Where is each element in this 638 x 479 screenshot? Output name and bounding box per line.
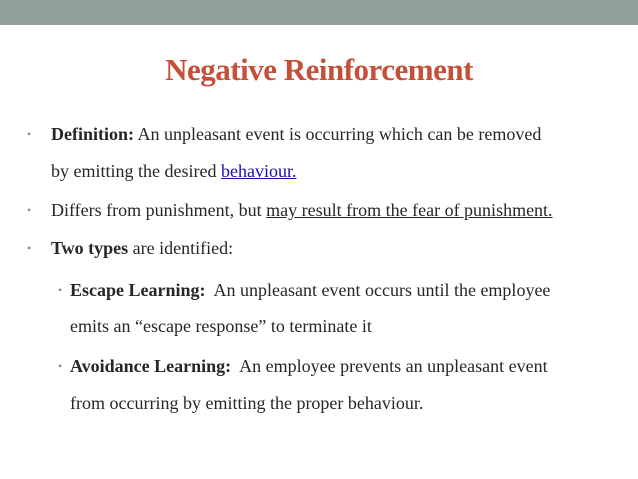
definition-text-cont: by emitting the desired [51, 161, 221, 181]
sub-item-avoidance-cont: from occurring by emitting the proper behaviour. [70, 393, 424, 413]
list-item-differs [51, 199, 553, 221]
behaviour-link[interactable]: behaviour. [220, 161, 297, 181]
sub-bullet-icon: • [58, 283, 63, 297]
sub-item-escape [70, 279, 550, 301]
list-item-definition-cont [51, 160, 296, 182]
definition-text: An unpleasant event is occurring which can be removed [134, 124, 542, 144]
sub-item-avoidance [70, 355, 548, 377]
sub-bullet-icon: • [58, 359, 63, 373]
list-item-definition [51, 123, 541, 145]
bullet-icon: • [27, 241, 32, 255]
sub-item-escape-cont: emits an “escape response” to terminate it [70, 316, 372, 336]
avoidance-label: Avoidance Learning: [70, 356, 232, 376]
slide-title: Negative Reinforcement [165, 52, 473, 87]
differs-text: Differs from punishment, but [51, 200, 267, 220]
differs-underlined-text: may result from the fear of punishment. [266, 200, 553, 220]
bullet-icon: • [27, 203, 32, 217]
avoidance-text: An employee prevents an unpleasant event [231, 356, 548, 376]
bullet-icon: • [27, 127, 32, 141]
list-item-two-types [51, 237, 233, 259]
escape-text: An unpleasant event occurs until the employee [205, 280, 551, 300]
two-types-text: are identified: [128, 238, 234, 258]
escape-label: Escape Learning: [70, 280, 206, 300]
two-types-label: Two types [51, 238, 129, 258]
definition-label: Definition: [51, 124, 134, 144]
top-accent-bar [0, 0, 638, 25]
